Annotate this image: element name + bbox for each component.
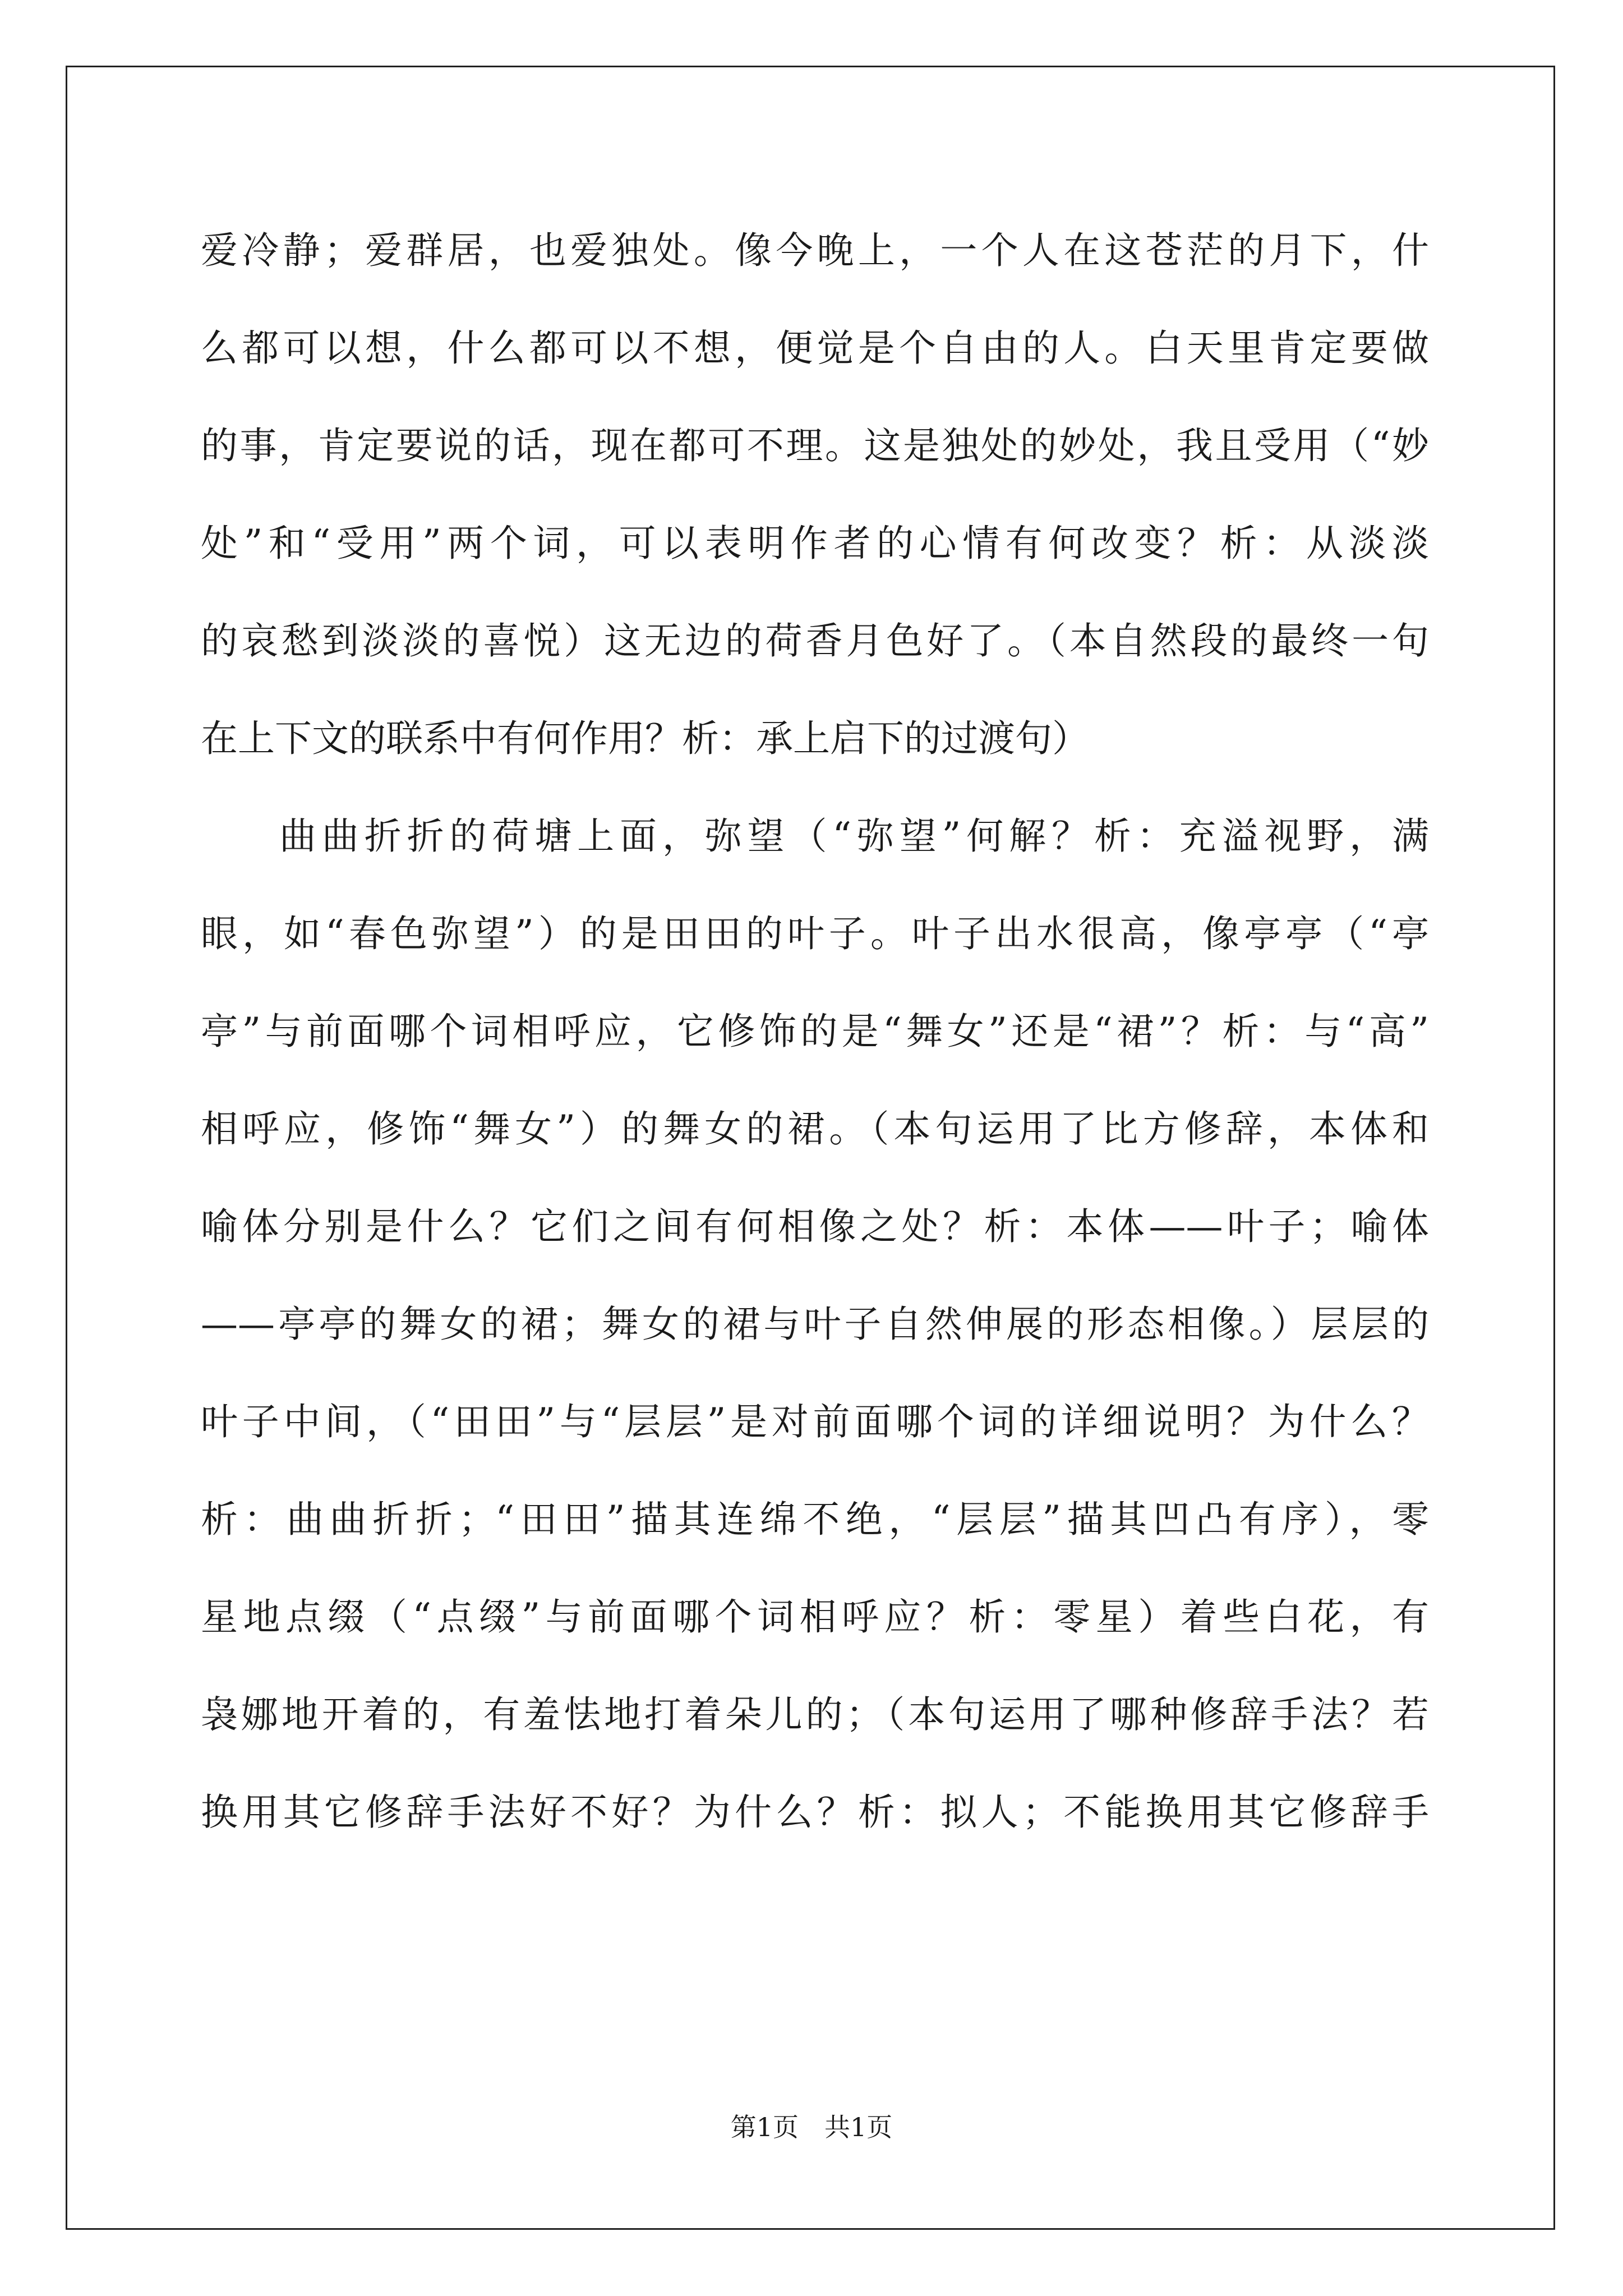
- paragraph-first-line: 曲曲折折的荷塘上面，弥望（“弥望”何解？析：充溢视野，满: [279, 815, 1429, 858]
- document-body: [201, 202, 1429, 1861]
- text-line: 的事，肯定要说的话，现在都可不理。这是独处的妙处，我且受用（“妙: [201, 424, 1429, 467]
- text-line: 星地点缀（“点缀”与前面哪个词相呼应？析：零星）着些白花，有: [201, 1595, 1429, 1639]
- text-line: 处”和“受用”两个词，可以表明作者的心情有何改变？析：从淡淡: [201, 522, 1429, 565]
- text-line: 爱冷静；爱群居，也爱独处。像今晚上，一个人在这苍茫的月下，什: [201, 229, 1429, 272]
- text-line: 亭”与前面哪个词相呼应，它修饰的是“舞女”还是“裙”？析：与“高”: [201, 1010, 1429, 1053]
- text-line: 眼，如“春色弥望”）的是田田的叶子。叶子出水很高，像亭亭（“亭: [201, 912, 1429, 955]
- text-line: ——亭亭的舞女的裙；舞女的裙与叶子自然伸展的形态相像。）层层的: [201, 1303, 1429, 1346]
- text-line: 相呼应，修饰“舞女”）的舞女的裙。（本句运用了比方修辞，本体和: [201, 1107, 1429, 1151]
- text-line: 析：曲曲折折；“田田”描其连绵不绝，“层层”描其凹凸有序），零: [201, 1498, 1429, 1541]
- text-line: 的哀愁到淡淡的喜悦）这无边的荷香月色好了。（本自然段的最终一句: [201, 619, 1429, 662]
- text-line: 袅娜地开着的，有羞怯地打着朵儿的；（本句运用了哪种修辞手法？若: [201, 1693, 1429, 1736]
- text-line: 换用其它修辞手法好不好？为什么？析：拟人；不能换用其它修辞手: [201, 1791, 1429, 1834]
- page-number-footer: 第1页 共1页: [730, 2112, 893, 2142]
- text-line: 叶子中间，（“田田”与“层层”是对前面哪个词的详细说明？为什么？: [201, 1400, 1429, 1443]
- text-line: 在上下文的联系中有何作用？析：承上启下的过渡句）: [201, 717, 1089, 760]
- text-line: 喻体分别是什么？它们之间有何相像之处？析：本体——叶子；喻体: [201, 1205, 1429, 1248]
- text-line: 么都可以想，什么都可以不想，便觉是个自由的人。白天里肯定要做: [201, 326, 1429, 370]
